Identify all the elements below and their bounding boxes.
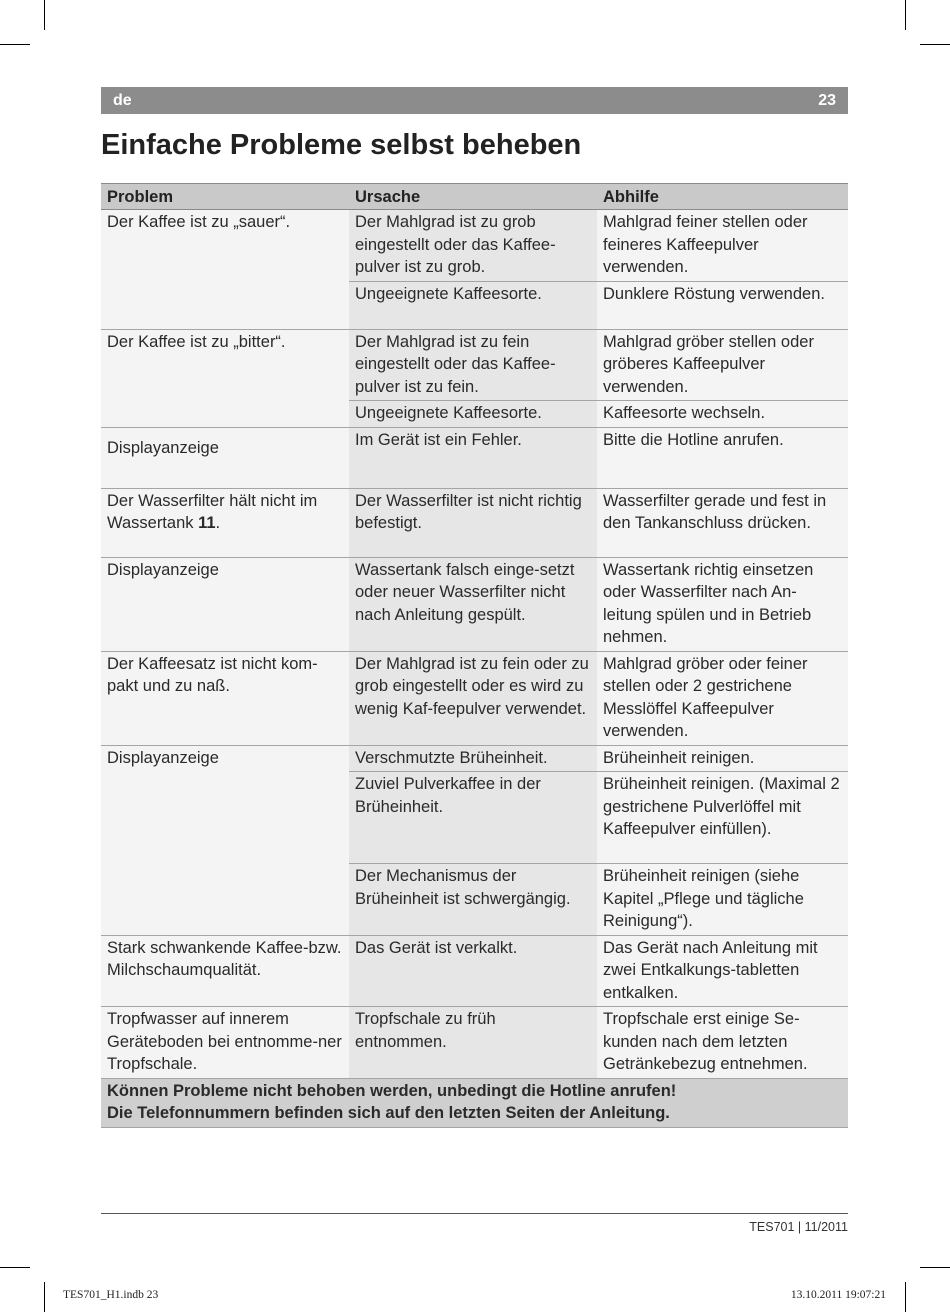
cause-cell: Das Gerät ist verkalkt. <box>349 935 597 1007</box>
crop-mark <box>44 1282 45 1312</box>
remedy-cell: Bitte die Hotline anrufen. <box>597 427 848 488</box>
cause-cell: Tropfschale zu früh entnommen. <box>349 1007 597 1079</box>
problem-cell: Der Kaffee ist zu „bitter“. <box>101 329 349 427</box>
hotline-note <box>101 1078 848 1127</box>
print-slug-timestamp: 13.10.2011 19:07:21 <box>790 1289 886 1301</box>
problem-cell: Tropfwasser auf innerem Geräteboden bei entnomme-ner Tropfschale. <box>101 1007 349 1079</box>
remedy-cell: Brüheinheit reinigen (siehe Kapitel „Pflege und tägliche Reinigung“). <box>597 864 848 936</box>
crop-mark <box>905 1282 906 1312</box>
table-row <box>101 427 848 488</box>
crop-mark <box>0 44 30 45</box>
footer-divider <box>101 1213 848 1214</box>
footer-model-date: TES701 | 11/2011 <box>749 1220 848 1234</box>
table-row <box>101 1007 848 1079</box>
hotline-note-line: Die Telefonnummern befinden sich auf den letzten Seiten der Anleitung. <box>107 1104 670 1122</box>
troubleshooting-table <box>101 183 848 1128</box>
problem-cell: Der Kaffee ist zu „sauer“. <box>101 210 349 330</box>
crop-mark <box>44 0 45 30</box>
problem-cell: Displayanzeige <box>101 557 349 651</box>
remedy-cell: Mahlgrad gröber oder feiner stellen oder 2 gestrichene Messlöffel Kaffeepulver verwenden. <box>597 651 848 745</box>
remedy-cell: Brüheinheit reinigen. <box>597 745 848 772</box>
remedy-cell: Wassertank richtig einsetzen oder Wasserfilter nach An-leitung spülen und in Betrieb nehmen. <box>597 557 848 651</box>
problem-cell: Der Kaffeesatz ist nicht kom-pakt und zu naß. <box>101 651 349 745</box>
page-title: Einfache Probleme selbst beheben <box>101 129 582 161</box>
cause-cell: Ungeeignete Kaffeesorte. <box>349 401 597 428</box>
column-header-ursache: Ursache <box>349 184 597 210</box>
tank-reference-number: 11 <box>198 514 216 532</box>
table-row <box>101 210 848 282</box>
crop-mark <box>920 44 950 45</box>
cause-cell: Der Mahlgrad ist zu fein eingestellt oder das Kaffee-pulver ist zu fein. <box>349 329 597 401</box>
table-row <box>101 557 848 651</box>
remedy-cell: Dunklere Röstung verwenden. <box>597 281 848 329</box>
cause-cell: Der Wasserfilter ist nicht richtig befestigt. <box>349 488 597 557</box>
column-header-abhilfe: Abhilfe <box>597 184 848 210</box>
cause-cell: Der Mechanismus der Brüheinheit ist schwergängig. <box>349 864 597 936</box>
table-row <box>101 329 848 401</box>
language-code: de <box>113 92 132 109</box>
cause-cell: Wassertank falsch einge-setzt oder neuer Wasserfilter nicht nach Anleitung gespült. <box>349 557 597 651</box>
page-number: 23 <box>818 92 836 109</box>
cause-cell: Der Mahlgrad ist zu fein oder zu grob eingestellt oder es wird zu wenig Kaf-feepulver verwendet. <box>349 651 597 745</box>
problem-cell: Displayanzeige <box>101 427 349 488</box>
page-header-bar <box>101 87 848 114</box>
crop-mark <box>905 0 906 30</box>
print-slug-file: TES701_H1.indb 23 <box>63 1289 159 1301</box>
remedy-cell: Wasserfilter gerade und fest in den Tankanschluss drücken. <box>597 488 848 557</box>
problem-text-suffix: . <box>215 514 221 532</box>
hotline-note-line: Können Probleme nicht behoben werden, unbedingt die Hotline anrufen! <box>107 1081 677 1100</box>
problem-text: Der Wasserfilter hält nicht im Wassertank <box>107 491 318 532</box>
table-row <box>101 488 848 557</box>
table-row <box>101 651 848 745</box>
cause-cell: Zuviel Pulverkaffee in der Brüheinheit. <box>349 772 597 864</box>
cause-cell: Ungeeignete Kaffeesorte. <box>349 281 597 329</box>
table-row <box>101 935 848 1007</box>
table-header-row <box>101 184 848 210</box>
table-row <box>101 745 848 772</box>
remedy-cell: Mahlgrad feiner stellen oder feineres Kaffeepulver verwenden. <box>597 210 848 282</box>
hotline-note-row <box>101 1078 848 1127</box>
crop-mark <box>920 1267 950 1268</box>
crop-mark <box>0 1267 30 1268</box>
remedy-cell: Kaffeesorte wechseln. <box>597 401 848 428</box>
problem-cell: Displayanzeige <box>101 745 349 935</box>
remedy-cell: Tropfschale erst einige Se-kunden nach dem letzten Getränkebezug entnehmen. <box>597 1007 848 1079</box>
cause-cell: Der Mahlgrad ist zu grob eingestellt oder das Kaffee-pulver ist zu grob. <box>349 210 597 282</box>
problem-cell: Stark schwankende Kaffee-bzw. Milchschaumqualität. <box>101 935 349 1007</box>
cause-cell: Verschmutzte Brüheinheit. <box>349 745 597 772</box>
remedy-cell: Mahlgrad gröber stellen oder gröberes Kaffeepulver verwenden. <box>597 329 848 401</box>
column-header-problem: Problem <box>101 184 349 210</box>
remedy-cell: Brüheinheit reinigen. (Maximal 2 gestrichene Pulverlöffel mit Kaffeepulver einfüllen). <box>597 772 848 864</box>
problem-cell <box>101 488 349 557</box>
remedy-cell: Das Gerät nach Anleitung mit zwei Entkalkungs-tabletten entkalken. <box>597 935 848 1007</box>
cause-cell: Im Gerät ist ein Fehler. <box>349 427 597 488</box>
